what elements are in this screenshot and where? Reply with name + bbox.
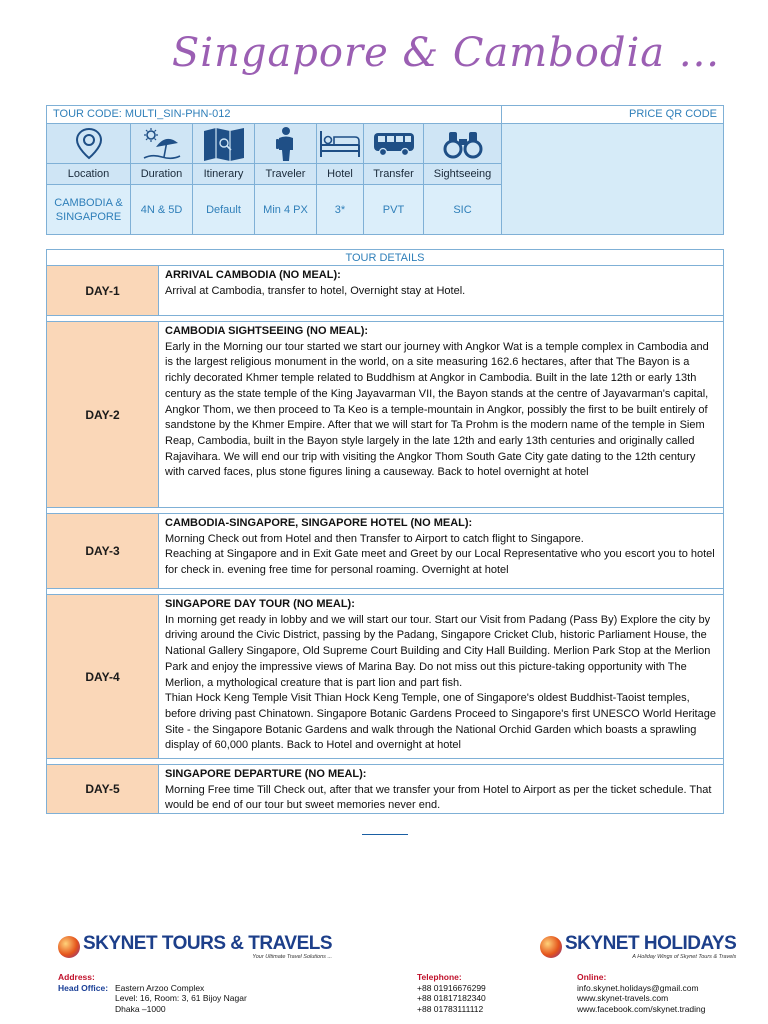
page-title: Singapore & Cambodia ... bbox=[171, 30, 720, 76]
info-label: Traveler bbox=[255, 164, 316, 185]
phone-number: +88 01783111112 bbox=[417, 1003, 484, 1014]
day-label: DAY-4 bbox=[47, 595, 159, 758]
phone-number: +88 01916676299 bbox=[417, 982, 486, 993]
info-label: Itinerary bbox=[193, 164, 254, 185]
tour-info-table bbox=[46, 105, 724, 235]
day-text: Morning Check out from Hotel and then Transfer to Airport to catch flight to Singapore. bbox=[165, 532, 584, 545]
day-row bbox=[47, 514, 723, 589]
info-col-sightseeing bbox=[424, 124, 501, 234]
online-facebook[interactable]: www.facebook.com/skynet.trading bbox=[577, 1003, 706, 1014]
tour-details-header: TOUR DETAILS bbox=[47, 250, 723, 266]
online-website[interactable]: www.skynet-travels.com bbox=[577, 993, 669, 1003]
info-label: Transfer bbox=[364, 164, 423, 185]
day-row bbox=[47, 322, 723, 508]
tour-info-header bbox=[47, 106, 723, 124]
info-value: 4N & 5D bbox=[131, 185, 192, 234]
day-row bbox=[47, 765, 723, 813]
day-row bbox=[47, 595, 723, 759]
footer-telephone bbox=[417, 972, 486, 1014]
globe-logo-icon bbox=[540, 936, 562, 958]
address-label: Address: bbox=[58, 972, 95, 982]
day-title: CAMBODIA SIGHTSEEING (NO MEAL): bbox=[165, 325, 369, 337]
info-col-traveler bbox=[255, 124, 317, 234]
info-value: 3* bbox=[317, 185, 363, 234]
brand-name: SKYNET HOLIDAYS bbox=[565, 933, 737, 954]
footer-address bbox=[58, 972, 247, 1014]
tour-code: TOUR CODE: MULTI_SIN-PHN-012 bbox=[47, 106, 502, 123]
telephone-label: Telephone: bbox=[417, 972, 462, 982]
day-content bbox=[159, 765, 723, 813]
day-text: Thian Hock Keng Temple Visit Thian Hock Keng Temple, one of Singapore's oldest Buddhist-Taoist temples, before driving past Chinatown. Singapore Botanic Gardens Proceed to Singapore's first UNESCO World Heritage Site - the Singapore Botanic Gardens and walk through the National Orchid Garden which boasts a sprawling display of 60,000 plants. Back to Hotel and overnight at hotel bbox=[165, 692, 716, 752]
info-value: CAMBODIA & SINGAPORE bbox=[47, 185, 130, 234]
online-label: Online: bbox=[577, 972, 607, 982]
brand-skynet-tours bbox=[58, 934, 332, 960]
day-content bbox=[159, 514, 723, 588]
info-col-itinerary bbox=[193, 124, 255, 234]
beach-umbrella-icon bbox=[142, 127, 182, 161]
address-line: Eastern Arzoo Complex bbox=[115, 982, 205, 993]
info-col-location bbox=[47, 124, 131, 234]
day-text: Early in the Morning our tour started we start our journey with Angkor Wat is a temple complex in Cambodia and is the largest religious monument in the world, on a site measuring 162.6 hectares, after that The Bayon is a richly decorated Khmer temple related to Buddhism at Angkor in Cambodia. Built in the late 12th or early 13th century as the state temple of the King Jayavarman VII, the Bayon stands at the centre of Jayavarman's capital, Angkor Thom, we then proceed to Ta Keo is a temple-mountain in Angkor, possibly the first to be built entirely of sandstone by the Khmer Empire. After that we will start for Ta Prohm is the modern name of the temple in Siem Reap, Cambodia, built in the Bayon style largely in the late 12th and early 13th centuries and originally called Rajavihara. We will end our trip with visiting the Angkor Thom South Gate City gate dating to the 12th century with carved faces, plus stone figures lining a causeway. Back to hotel overnight at hotel bbox=[165, 340, 709, 479]
footer-online bbox=[577, 972, 706, 1014]
info-label: Hotel bbox=[317, 164, 363, 185]
info-value: SIC bbox=[424, 185, 501, 234]
price-qr-area bbox=[502, 124, 723, 234]
tour-details-table bbox=[46, 249, 724, 814]
head-office-label: Head Office: bbox=[58, 982, 109, 993]
brand-name: SKYNET TOURS & TRAVELS bbox=[83, 933, 333, 954]
day-content bbox=[159, 595, 723, 758]
phone-number: +88 01817182340 bbox=[417, 993, 486, 1003]
bus-icon bbox=[372, 131, 416, 157]
day-label: DAY-1 bbox=[47, 266, 159, 315]
day-title: SINGAPORE DEPARTURE (NO MEAL): bbox=[165, 768, 367, 780]
day-row bbox=[47, 266, 723, 316]
day-title: SINGAPORE DAY TOUR (NO MEAL): bbox=[165, 598, 355, 610]
section-divider bbox=[362, 834, 408, 835]
map-icon bbox=[202, 127, 246, 161]
brand-tagline: Your Ultimate Travel Solutions ... bbox=[252, 954, 333, 960]
info-label: Location bbox=[47, 164, 130, 185]
info-value: Default bbox=[193, 185, 254, 234]
address-line: Dhaka –1000 bbox=[115, 1003, 166, 1014]
day-text: Arrival at Cambodia, transfer to hotel, Overnight stay at Hotel. bbox=[165, 284, 466, 297]
day-content bbox=[159, 266, 723, 315]
info-col-hotel bbox=[317, 124, 364, 234]
info-col-duration bbox=[131, 124, 193, 234]
day-label: DAY-3 bbox=[47, 514, 159, 588]
binoculars-icon bbox=[443, 129, 483, 159]
day-content bbox=[159, 322, 723, 507]
tour-info-grid bbox=[47, 124, 502, 234]
day-text: Morning Free time Till Check out, after that we transfer your from Hotel to Airport as per the ticket schedule. That would be end of our tour but sweet memories never end. bbox=[165, 783, 712, 812]
day-text: In morning get ready in lobby and we will start our tour. Start our Visit from Padang (Pass By) Explore the city by driving around the Civic District, passing by the Padang, Singapore Cricket Club, historic Parliament House, the National Gallery Singapore, Old Supreme Court Building and City Hall Building. Merlion Park Stop at the Merlion Park and enjoy the impressive views of Marina Bay. Do not miss out this picture-taking opportunity with The Merlion, a mythological creature that is part lion and part fish. bbox=[165, 613, 711, 689]
info-value: PVT bbox=[364, 185, 423, 234]
info-label: Sightseeing bbox=[424, 164, 501, 185]
brand-skynet-holidays bbox=[540, 934, 736, 960]
bed-icon bbox=[319, 129, 361, 159]
address-line: Level: 16, Room: 3, 61 Bijoy Nagar bbox=[115, 993, 247, 1003]
online-email[interactable]: info.skynet.holidays@gmail.com bbox=[577, 982, 699, 993]
globe-logo-icon bbox=[58, 936, 80, 958]
day-title: ARRIVAL CAMBODIA (NO MEAL): bbox=[165, 269, 341, 281]
day-title: CAMBODIA-SINGAPORE, SINGAPORE HOTEL (NO MEAL): bbox=[165, 517, 473, 529]
day-label: DAY-2 bbox=[47, 322, 159, 507]
day-text: Reaching at Singapore and in Exit Gate meet and Greet by our Local Representative who you escort you to hotel for check in. evening free time for personal roaming. Overnight at hotel bbox=[165, 548, 715, 577]
day-label: DAY-5 bbox=[47, 765, 159, 813]
info-value: Min 4 PX bbox=[255, 185, 316, 234]
location-pin-icon bbox=[74, 127, 104, 161]
price-qr-label: PRICE QR CODE bbox=[628, 108, 717, 120]
traveler-icon bbox=[274, 126, 298, 162]
info-label: Duration bbox=[131, 164, 192, 185]
info-col-transfer bbox=[364, 124, 424, 234]
brand-tagline: A Holiday Wings of Skynet Tours & Travels bbox=[632, 954, 737, 960]
